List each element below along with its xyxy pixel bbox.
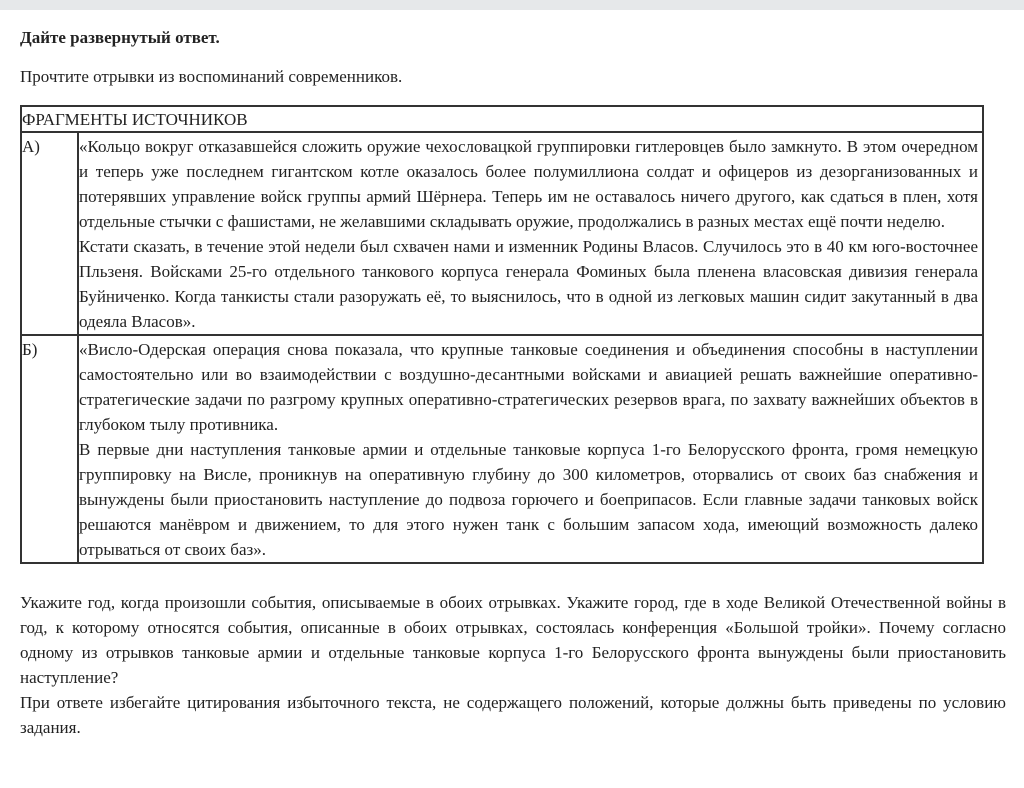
source-b-paragraph-2: В первые дни наступления танковые армии и отдельные танковые корпуса 1-го Белорусского фронта, громя немецкую группировку на Висле, проникнув на оперативную глубину до 300 километров, оторвались от своих баз снабжения и вынуждены были приостановить наступление до подвоза горючего и боеприпасов. Если главные задачи танковых войск решаются манёвром и движением, то для этого нужен танк с большим запасом хода, имеющий возможность далеко отрываться от своих баз».: [79, 440, 978, 559]
source-b-paragraph-1: «Висло-Одерская операция снова показала, что крупные танковые соединения и объединения способны в наступлении самостоятельно или во взаимодействии с воздушно-десантными войсками и авиацией решать важнейшие оперативно-стратегические задачи по разгрому крупных оперативно-стратегических резервов врага, по захвату важнейших объектов в глубоком тылу противника.: [79, 340, 978, 434]
task-heading: Дайте развернутый ответ.: [20, 28, 220, 47]
source-label-b: Б): [21, 335, 78, 563]
sources-table: [20, 105, 984, 564]
source-row-b: [21, 335, 983, 563]
source-a-paragraph-1: «Кольцо вокруг отказавшейся сложить оружие чехословацкой группировки гитлеровцев было замкнуто. В этом очередном и теперь уже последнем гигантском котле оказалось более полумиллиона солдат и офицеров из дезорганизованных и потерявших управление войск группы армий Шёрнера. Теперь им не оставалось ничего другого, как сдаться в плен, хотя отдельные стычки с фашистами, не желавшими складывать оружие, продолжались в разных местах ещё почти неделю.: [79, 137, 978, 231]
top-bar: [0, 0, 1024, 10]
source-a-paragraph-2: Кстати сказать, в течение этой недели был схвачен нами и изменник Родины Власов. Случилось это в 40 км юго-восточнее Пльзеня. Войсками 25-го отдельного танкового корпуса генерала Фоминых была пленена власовская дивизия генерала Буйниченко. Когда танкисты стали разоружать её, то выяснилось, что в одной из легковых машин сидит закутанный в два одеяла Власов».: [79, 237, 978, 331]
sources-table-header: ФРАГМЕНТЫ ИСТОЧНИКОВ: [21, 106, 983, 132]
task-content: [20, 26, 1006, 740]
sources-header-row: [21, 106, 983, 132]
task-question: Укажите год, когда произошли события, описываемые в обоих отрывках. Укажите город, где в ходе Великой Отечественной войны в год, к которому относятся события, описанные в обоих отрывках, состоялась конференция «Большой тройки». Почему согласно одному из отрывков танковые армии и отдельные танковые корпуса 1-го Белорусского фронта вынуждены были приостановить наступление?: [20, 593, 1006, 687]
task-intro: Прочтите отрывки из воспоминаний современников.: [20, 67, 403, 86]
source-text-b: [78, 335, 983, 563]
source-text-a: [78, 132, 983, 335]
source-label-a: А): [21, 132, 78, 335]
task-note: При ответе избегайте цитирования избыточного текста, не содержащего положений, которые должны быть приведены по условию задания.: [20, 693, 1006, 737]
source-row-a: [21, 132, 983, 335]
